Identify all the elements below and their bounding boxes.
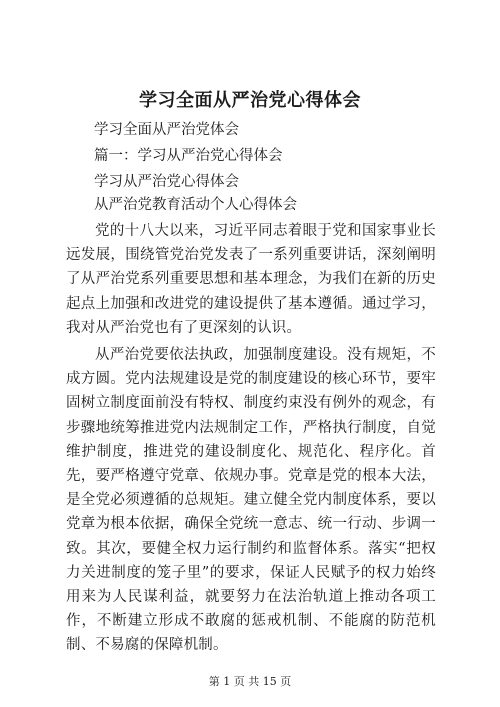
page-footer: 第 1 页 共 15 页 — [208, 675, 292, 688]
subtitle-line-3: 学习从严治党心得体会 — [94, 174, 239, 190]
subtitle-line-4: 从严治党教育活动个人心得体会 — [94, 197, 297, 213]
body-paragraph-2: 从严治党要依法执政，加强制度建设。没有规矩，不成方圆。党内法规建设是党的制度建设的核心环节，要牢固树立制度面前没有特权、制度约束没有例外的观念，有步骤地统筹推进党内法规制定工作，严格执行制度，自觉维护制度，推进党的建设制度化、规范化、程序化。首先，要严格遵守党章、依规办事。党章是党的根本大法，是全党必须遵循的总规矩。建立健全党内制度体系，要以党章为根本依据，确保全党统一意志、统一行动、步调一致。其次，要健全权力运行制约和监督体系。落实“把权力关进制度的笼子里”的要求，保证人民赋予的权力始终用来为人民谋利益，就要努力在法治轨道上推动各项工作，不断建立形成不敢腐的惩戒机制、不能腐的防范机制、不易腐的保障机制。 — [66, 347, 436, 654]
subtitle-line-1: 学习全面从严治党体会 — [94, 122, 239, 138]
document-title: 学习全面从严治党心得体会 — [139, 90, 361, 111]
body-paragraph-1: 党的十八大以来，习近平同志着眼于党和国家事业长远发展，围绕管党治党发表了一系列重要讲话，深刻阐明了从严治党系列重要思想和基本理念，为我们在新的历史起点上加强和改进党的建设提供了基本遵循。通过学习，我对从严治党也有了更深刻的认识。 — [66, 223, 436, 336]
subtitle-line-2: 篇一：学习从严治党心得体会 — [94, 148, 283, 164]
